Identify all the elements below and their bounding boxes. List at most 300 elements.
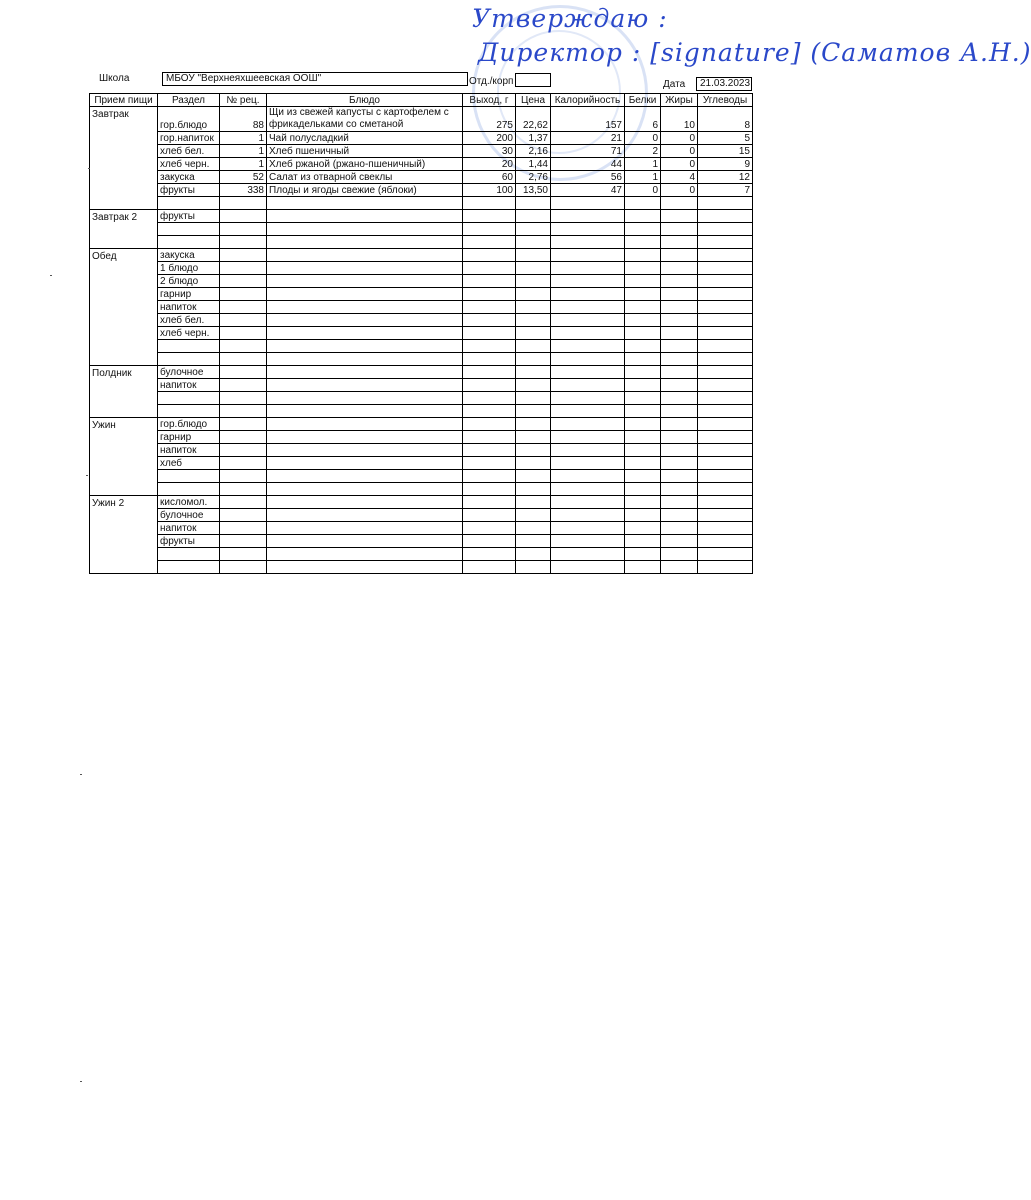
- protein-cell: 1: [625, 171, 661, 184]
- fat-cell: [661, 405, 698, 418]
- price-cell: [516, 366, 551, 379]
- section-cell: напиток: [158, 301, 220, 314]
- carbs-cell: [698, 470, 753, 483]
- table-row: [90, 366, 753, 379]
- col-yield: Выход, г: [463, 94, 516, 107]
- recipe-cell: [220, 509, 267, 522]
- dish-cell: [267, 431, 463, 444]
- dish-cell: [267, 223, 463, 236]
- carbs-cell: [698, 353, 753, 366]
- kcal-cell: [551, 262, 625, 275]
- carbs-cell: [698, 249, 753, 262]
- carbs-cell: 8: [698, 107, 753, 132]
- carbs-cell: [698, 457, 753, 470]
- kcal-cell: [551, 210, 625, 223]
- protein-cell: [625, 548, 661, 561]
- recipe-cell: [220, 314, 267, 327]
- yield-cell: [463, 236, 516, 249]
- dish-cell: [267, 340, 463, 353]
- kcal-cell: [551, 444, 625, 457]
- price-cell: [516, 535, 551, 548]
- menu-body: [90, 107, 753, 574]
- dish-cell: [267, 405, 463, 418]
- fat-cell: [661, 236, 698, 249]
- school-field: МБОУ "Верхнеяхшеевская ООШ": [162, 72, 468, 86]
- kcal-cell: [551, 223, 625, 236]
- protein-cell: 6: [625, 107, 661, 132]
- yield-cell: 200: [463, 132, 516, 145]
- yield-cell: [463, 353, 516, 366]
- yield-cell: [463, 431, 516, 444]
- table-row: [90, 340, 753, 353]
- price-cell: [516, 392, 551, 405]
- yield-cell: [463, 522, 516, 535]
- price-cell: [516, 210, 551, 223]
- dept-label: Отд./корп: [469, 76, 514, 87]
- protein-cell: [625, 340, 661, 353]
- protein-cell: [625, 509, 661, 522]
- kcal-cell: [551, 535, 625, 548]
- yield-cell: [463, 379, 516, 392]
- recipe-cell: [220, 275, 267, 288]
- dish-cell: [267, 496, 463, 509]
- protein-cell: [625, 392, 661, 405]
- carbs-cell: [698, 379, 753, 392]
- table-row: [90, 262, 753, 275]
- dish-cell: [267, 249, 463, 262]
- price-cell: 2,76: [516, 171, 551, 184]
- protein-cell: [625, 210, 661, 223]
- protein-cell: [625, 275, 661, 288]
- table-row: [90, 184, 753, 197]
- table-row: [90, 379, 753, 392]
- meal-cell: Завтрак: [90, 107, 158, 210]
- price-cell: [516, 314, 551, 327]
- price-cell: [516, 431, 551, 444]
- price-cell: 13,50: [516, 184, 551, 197]
- recipe-cell: [220, 522, 267, 535]
- kcal-cell: [551, 353, 625, 366]
- recipe-cell: [220, 431, 267, 444]
- carbs-cell: [698, 496, 753, 509]
- section-cell: гор.блюдо: [158, 107, 220, 132]
- dish-cell: [267, 353, 463, 366]
- dish-cell: [267, 561, 463, 574]
- dish-cell: [267, 288, 463, 301]
- section-cell: [158, 340, 220, 353]
- fat-cell: [661, 418, 698, 431]
- carbs-cell: [698, 483, 753, 496]
- yield-cell: [463, 314, 516, 327]
- price-cell: [516, 470, 551, 483]
- carbs-cell: 7: [698, 184, 753, 197]
- col-kcal: Калорийность: [551, 94, 625, 107]
- header-row: [90, 94, 753, 107]
- yield-cell: [463, 275, 516, 288]
- yield-cell: [463, 197, 516, 210]
- kcal-cell: [551, 483, 625, 496]
- recipe-cell: [220, 301, 267, 314]
- yield-cell: [463, 262, 516, 275]
- fat-cell: [661, 275, 698, 288]
- scan-speck: [50, 275, 52, 276]
- dish-cell: [267, 392, 463, 405]
- fat-cell: [661, 288, 698, 301]
- yield-cell: [463, 327, 516, 340]
- table-row: [90, 210, 753, 223]
- fat-cell: 4: [661, 171, 698, 184]
- carbs-cell: [698, 392, 753, 405]
- dish-cell: [267, 197, 463, 210]
- table-row: [90, 561, 753, 574]
- dish-cell: [267, 457, 463, 470]
- fat-cell: [661, 431, 698, 444]
- recipe-cell: 1: [220, 132, 267, 145]
- price-cell: 1,37: [516, 132, 551, 145]
- fat-cell: [661, 392, 698, 405]
- section-cell: [158, 405, 220, 418]
- price-cell: [516, 353, 551, 366]
- yield-cell: [463, 535, 516, 548]
- table-row: [90, 444, 753, 457]
- carbs-cell: 9: [698, 158, 753, 171]
- price-cell: [516, 522, 551, 535]
- kcal-cell: [551, 431, 625, 444]
- kcal-cell: 47: [551, 184, 625, 197]
- yield-cell: [463, 470, 516, 483]
- section-cell: хлеб: [158, 457, 220, 470]
- section-cell: [158, 548, 220, 561]
- fat-cell: [661, 561, 698, 574]
- dish-cell: Хлеб пшеничный: [267, 145, 463, 158]
- kcal-cell: [551, 314, 625, 327]
- dish-cell: [267, 379, 463, 392]
- protein-cell: [625, 522, 661, 535]
- kcal-cell: 21: [551, 132, 625, 145]
- table-row: [90, 522, 753, 535]
- carbs-cell: [698, 301, 753, 314]
- fat-cell: 0: [661, 145, 698, 158]
- fat-cell: [661, 249, 698, 262]
- section-cell: закуска: [158, 171, 220, 184]
- carbs-cell: [698, 275, 753, 288]
- price-cell: [516, 236, 551, 249]
- table-row: [90, 548, 753, 561]
- table-row: [90, 483, 753, 496]
- recipe-cell: 1: [220, 158, 267, 171]
- carbs-cell: [698, 431, 753, 444]
- recipe-cell: [220, 223, 267, 236]
- table-row: [90, 171, 753, 184]
- price-cell: [516, 418, 551, 431]
- recipe-cell: [220, 288, 267, 301]
- recipe-cell: [220, 457, 267, 470]
- price-cell: [516, 509, 551, 522]
- protein-cell: [625, 327, 661, 340]
- price-cell: [516, 548, 551, 561]
- section-cell: хлеб черн.: [158, 158, 220, 171]
- protein-cell: [625, 301, 661, 314]
- meal-cell: Ужин 2: [90, 496, 158, 574]
- section-cell: 1 блюдо: [158, 262, 220, 275]
- col-fat: Жиры: [661, 94, 698, 107]
- table-row: [90, 236, 753, 249]
- fat-cell: 0: [661, 132, 698, 145]
- yield-cell: [463, 418, 516, 431]
- recipe-cell: [220, 249, 267, 262]
- section-cell: закуска: [158, 249, 220, 262]
- dish-cell: [267, 548, 463, 561]
- dish-cell: Чай полусладкий: [267, 132, 463, 145]
- price-cell: 22,62: [516, 107, 551, 132]
- section-cell: булочное: [158, 366, 220, 379]
- recipe-cell: [220, 405, 267, 418]
- recipe-cell: [220, 561, 267, 574]
- approval-line-1: Утверждаю :: [472, 4, 668, 33]
- yield-cell: 275: [463, 107, 516, 132]
- meal-cell: Ужин: [90, 418, 158, 496]
- dish-cell: [267, 275, 463, 288]
- fat-cell: [661, 197, 698, 210]
- kcal-cell: [551, 327, 625, 340]
- protein-cell: [625, 561, 661, 574]
- scan-speck: [80, 1081, 82, 1082]
- yield-cell: 30: [463, 145, 516, 158]
- dish-cell: Плоды и ягоды свежие (яблоки): [267, 184, 463, 197]
- kcal-cell: [551, 236, 625, 249]
- scan-speck: [88, 168, 90, 169]
- price-cell: [516, 327, 551, 340]
- fat-cell: [661, 379, 698, 392]
- table-row: [90, 158, 753, 171]
- yield-cell: [463, 340, 516, 353]
- section-cell: [158, 236, 220, 249]
- recipe-cell: [220, 535, 267, 548]
- fat-cell: 0: [661, 158, 698, 171]
- kcal-cell: [551, 249, 625, 262]
- dish-cell: [267, 535, 463, 548]
- scan-speck: [86, 475, 88, 476]
- table-row: [90, 301, 753, 314]
- col-dish: Блюдо: [267, 94, 463, 107]
- kcal-cell: [551, 548, 625, 561]
- recipe-cell: [220, 340, 267, 353]
- col-section: Раздел: [158, 94, 220, 107]
- kcal-cell: [551, 301, 625, 314]
- table-row: [90, 249, 753, 262]
- col-recipe: № рец.: [220, 94, 267, 107]
- protein-cell: [625, 431, 661, 444]
- dish-cell: [267, 236, 463, 249]
- yield-cell: [463, 444, 516, 457]
- kcal-cell: [551, 457, 625, 470]
- section-cell: гарнир: [158, 288, 220, 301]
- protein-cell: [625, 418, 661, 431]
- table-row: [90, 509, 753, 522]
- kcal-cell: 44: [551, 158, 625, 171]
- yield-cell: [463, 496, 516, 509]
- section-cell: [158, 470, 220, 483]
- yield-cell: [463, 301, 516, 314]
- section-cell: 2 блюдо: [158, 275, 220, 288]
- carbs-cell: 12: [698, 171, 753, 184]
- table-row: [90, 405, 753, 418]
- section-cell: [158, 353, 220, 366]
- kcal-cell: [551, 496, 625, 509]
- price-cell: [516, 444, 551, 457]
- carbs-cell: [698, 223, 753, 236]
- price-cell: [516, 223, 551, 236]
- section-cell: [158, 223, 220, 236]
- table-row: [90, 470, 753, 483]
- section-cell: гор.напиток: [158, 132, 220, 145]
- protein-cell: [625, 483, 661, 496]
- table-row: [90, 418, 753, 431]
- recipe-cell: 88: [220, 107, 267, 132]
- carbs-cell: [698, 366, 753, 379]
- yield-cell: [463, 509, 516, 522]
- dish-cell: [267, 509, 463, 522]
- dish-cell: [267, 366, 463, 379]
- dish-cell: [267, 418, 463, 431]
- yield-cell: [463, 249, 516, 262]
- carbs-cell: 5: [698, 132, 753, 145]
- col-meal: Прием пищи: [90, 94, 158, 107]
- yield-cell: [463, 561, 516, 574]
- protein-cell: 0: [625, 184, 661, 197]
- section-cell: кисломол.: [158, 496, 220, 509]
- recipe-cell: [220, 548, 267, 561]
- section-cell: фрукты: [158, 184, 220, 197]
- dish-cell: [267, 444, 463, 457]
- dish-cell: [267, 483, 463, 496]
- fat-cell: [661, 353, 698, 366]
- fat-cell: 10: [661, 107, 698, 132]
- kcal-cell: [551, 522, 625, 535]
- kcal-cell: [551, 392, 625, 405]
- protein-cell: [625, 262, 661, 275]
- protein-cell: [625, 197, 661, 210]
- fat-cell: [661, 457, 698, 470]
- dish-cell: [267, 210, 463, 223]
- carbs-cell: 15: [698, 145, 753, 158]
- kcal-cell: [551, 470, 625, 483]
- dish-cell: [267, 327, 463, 340]
- table-row: [90, 535, 753, 548]
- kcal-cell: [551, 405, 625, 418]
- fat-cell: [661, 301, 698, 314]
- section-cell: [158, 392, 220, 405]
- carbs-cell: [698, 236, 753, 249]
- dish-cell: [267, 522, 463, 535]
- yield-cell: 100: [463, 184, 516, 197]
- section-cell: напиток: [158, 379, 220, 392]
- table-row: [90, 107, 753, 132]
- yield-cell: 60: [463, 171, 516, 184]
- price-cell: [516, 249, 551, 262]
- table-row: [90, 275, 753, 288]
- carbs-cell: [698, 210, 753, 223]
- recipe-cell: [220, 210, 267, 223]
- recipe-cell: 1: [220, 145, 267, 158]
- kcal-cell: 71: [551, 145, 625, 158]
- price-cell: [516, 262, 551, 275]
- yield-cell: [463, 288, 516, 301]
- recipe-cell: [220, 236, 267, 249]
- carbs-cell: [698, 561, 753, 574]
- yield-cell: [463, 405, 516, 418]
- dish-cell: [267, 314, 463, 327]
- fat-cell: [661, 223, 698, 236]
- carbs-cell: [698, 314, 753, 327]
- fat-cell: [661, 210, 698, 223]
- carbs-cell: [698, 262, 753, 275]
- yield-cell: [463, 483, 516, 496]
- fat-cell: [661, 366, 698, 379]
- section-cell: [158, 561, 220, 574]
- fat-cell: [661, 509, 698, 522]
- fat-cell: [661, 262, 698, 275]
- kcal-cell: [551, 366, 625, 379]
- section-cell: [158, 483, 220, 496]
- table-row: [90, 353, 753, 366]
- price-cell: [516, 496, 551, 509]
- protein-cell: [625, 379, 661, 392]
- yield-cell: [463, 548, 516, 561]
- section-cell: гарнир: [158, 431, 220, 444]
- table-row: [90, 197, 753, 210]
- scan-speck: [80, 774, 82, 775]
- kcal-cell: [551, 418, 625, 431]
- protein-cell: 0: [625, 132, 661, 145]
- price-cell: [516, 457, 551, 470]
- kcal-cell: [551, 561, 625, 574]
- fat-cell: [661, 522, 698, 535]
- price-cell: [516, 561, 551, 574]
- protein-cell: [625, 236, 661, 249]
- carbs-cell: [698, 327, 753, 340]
- carbs-cell: [698, 418, 753, 431]
- carbs-cell: [698, 548, 753, 561]
- yield-cell: [463, 223, 516, 236]
- table-row: [90, 457, 753, 470]
- yield-cell: [463, 210, 516, 223]
- recipe-cell: 52: [220, 171, 267, 184]
- kcal-cell: [551, 340, 625, 353]
- fat-cell: [661, 444, 698, 457]
- protein-cell: [625, 249, 661, 262]
- price-cell: 2,16: [516, 145, 551, 158]
- section-cell: напиток: [158, 522, 220, 535]
- recipe-cell: 338: [220, 184, 267, 197]
- protein-cell: 2: [625, 145, 661, 158]
- carbs-cell: [698, 288, 753, 301]
- price-cell: [516, 340, 551, 353]
- table-row: [90, 223, 753, 236]
- kcal-cell: 56: [551, 171, 625, 184]
- protein-cell: [625, 405, 661, 418]
- price-cell: [516, 288, 551, 301]
- carbs-cell: [698, 197, 753, 210]
- kcal-cell: 157: [551, 107, 625, 132]
- price-cell: [516, 275, 551, 288]
- fat-cell: 0: [661, 184, 698, 197]
- section-cell: хлеб бел.: [158, 314, 220, 327]
- dish-cell: [267, 262, 463, 275]
- meal-cell: Завтрак 2: [90, 210, 158, 249]
- recipe-cell: [220, 496, 267, 509]
- protein-cell: 1: [625, 158, 661, 171]
